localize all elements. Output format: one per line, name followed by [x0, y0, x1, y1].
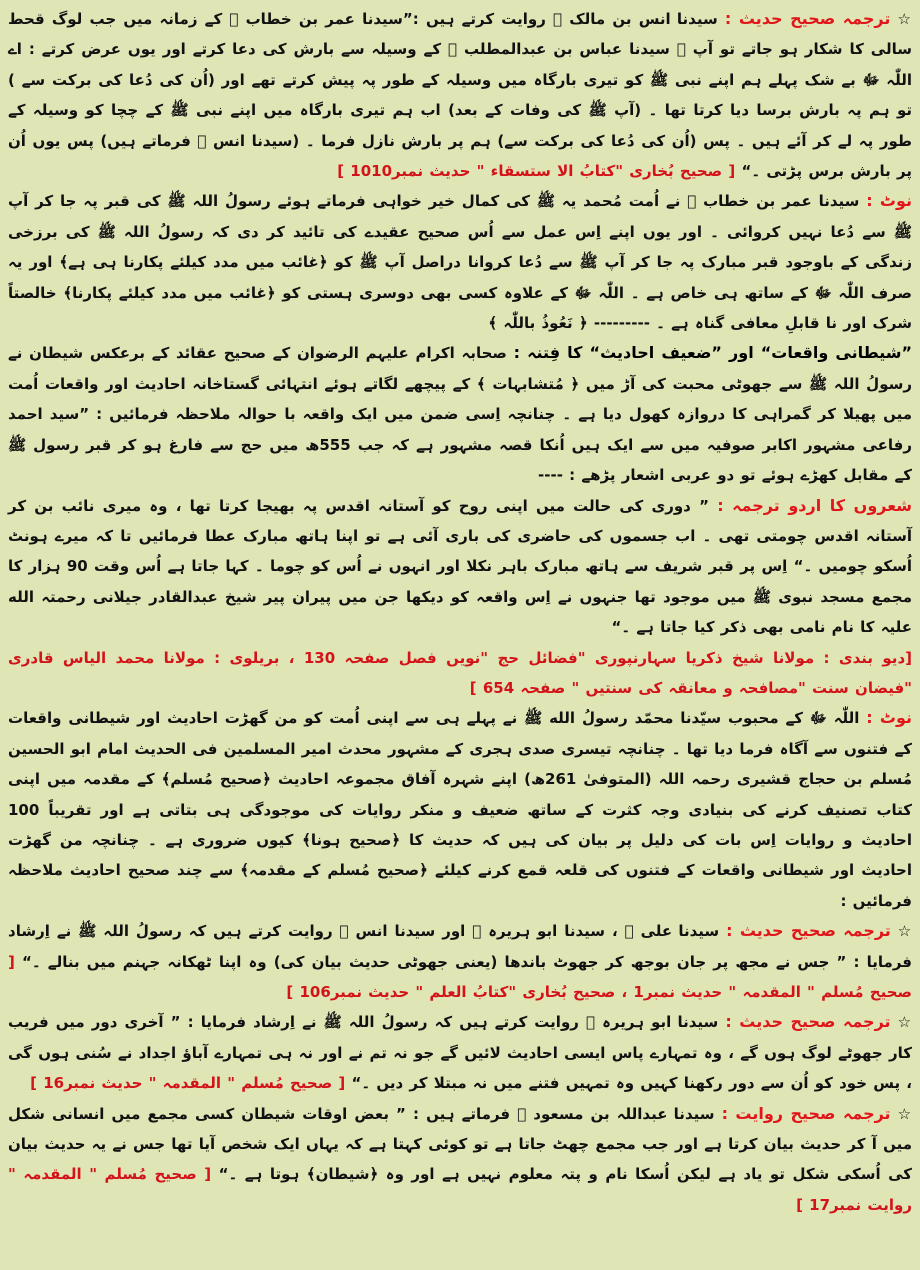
star-icon: ☆ — [897, 1104, 912, 1123]
paragraph-fitna — [8, 338, 912, 490]
paragraph-note-2 — [8, 703, 912, 916]
poem-label: شعروں کا اردو ترجمہ : — [717, 495, 912, 515]
riwayat-text: سیدنا عبداللہ بن مسعود ﷛ فرماتے ہیں : ” بعض اوقات شیطان کسی مجمع میں انسانی شکل میں آ کر حدیث بیان کرتا ہے اور جب مجمع چھٹ جاتا ہے تو کوئی کہتا ہے کہ یہاں ایک شخص آیا تھا جس نے یہ حدیث بیان کی اُسکی شکل تو یاد ہے لیکن اُسکا نام و پتہ معلوم نہیں ہے اور وہ ﴿شیطان﴾ ہوتا ہے ۔“ — [8, 1104, 913, 1184]
hadith-label: ترجمہ صحیح حدیث : — [726, 921, 891, 941]
star-icon: ☆ — [897, 922, 912, 941]
paragraph-poem-translation — [8, 491, 912, 643]
paragraph-riwayat — [8, 1099, 912, 1221]
paragraph-hadith-2 — [8, 916, 912, 1007]
book-reference: [دیو بندی : مولانا شیخ ذکریا سہارنپوری "فضائل حج "نویں فصل صفحہ 130 ، بریلوی : مولانا محمد الیاس قادری "فیضان سنت "مصافحہ و معانقہ کی سنتیں " صفحہ 654 ] — [8, 648, 912, 697]
star-icon: ☆ — [897, 1013, 912, 1032]
section-heading: ”شیطانی واقعات“ اور ”ضعیف احادیث“ کا فِتنہ : — [513, 343, 912, 363]
hadith-reference: [ صحیح مُسلم " المقدمہ " حدیث نمبر16 ] — [30, 1074, 346, 1093]
note-label: نوٹ : — [866, 708, 912, 728]
poem-text: ” دوری کی حالت میں اپنی روح کو آستانہ اقدس پہ بھیجا کرتا تھا ، وہ میری نائب بن کر آستانہ اقدس چومتی تھی ۔ اب جسموں کی حاضری کی باری آئی ہے تو اپنا ہاتھ مبارک عطا فرمائیں تا کہ میرے ہونٹ اُسکو چومیں ۔“ اِس پر قبر شریف سے ہاتھ مبارک باہر نکلا اور انہوں نے اُس کو چوما ۔ کہا جاتا ہے اُس وقت 90 ہزار کا مجمع مسجد نبوی ﷺ میں موجود تھا جنہوں نے اِس واقعہ کو دیکھا جن میں پیران پیر شیخ عبدالقادر جیلانی رحمتہ الله علیہ کا نام نامی بھی ذکر کیا جاتا ہے ۔“ — [8, 496, 912, 637]
paragraph-references — [8, 643, 912, 704]
riwayat-label: ترجمہ صحیح روایت : — [721, 1103, 891, 1123]
note-text: سیدنا عمر بن خطاب ﷛ نے اُمت مُحمد یہ ﷺ کی کمال خیر خواہی فرماتے ہوئے رسولُ اللہ ﷺ کی قبر پہ جا کر آپ ﷺ سے دُعا نہیں کروائی ۔ اور یوں اپنے اِس عمل سے اُس صحیح عقیدے کی تائید کر دی کہ رسولُ اللہ ﷺ کی برزخی زندگی کے باوجود قبر مبارک پہ جا کر آپ ﷺ سے دُعا کروانا دراصل آپ ﷺ کو ﴿غائب میں مدد کیلئے پکارنا ہی ہے﴾ اور یہ صرف اللّٰہ ﷻ کے ساتھ ہی خاص ہے ۔ اللّٰہ ﷻ کے علاوہ کسی بھی دوسری ہستی کو ﴿غائب میں مدد کیلئے پکارنا﴾ خالصتاً شرک اور نا قابلِ معافی گناہ ہے ۔ --------- ﴿ نَعُوذُ باللّٰہ ﴾ — [8, 192, 912, 333]
star-icon: ☆ — [897, 10, 912, 28]
note-text: اللّٰہ ﷻ کے محبوب سیّدنا محمّد رسولُ الله ﷺ نے پہلے ہی سے اپنی اُمت کو من گھڑت احادیث اور شیطانی واقعات کے فتنوں سے آگاہ فرما دیا تھا ۔ چنانچہ تیسری صدی ہجری کے مشہور محدث امیر المسلمین فی الحدیث امام ابو الحسین مُسلم بن حجاج قشیری رحمہ اللہ (المتوفیٰ 261ھ) اپنے شہرہ آفاق مجموعہ احادیث ﴿صحیح مُسلم﴾ کے مقدمہ میں اپنی کتاب تصنیف کرنے کی بنیادی وجہ کثرت کے ساتھ ضعیف و منکر روایات کی موجودگی ہی بتاتی ہے اور تقریباً 100 احادیث و روایات اِس بات کی دلیل پر بیان کی ہیں کہ حدیث کا ﴿صحیح ہونا﴾ کیوں ضروری ہے ۔ چنانچہ من گھڑت احادیث اور شیطانی واقعات کے فتنوں کی قلعہ قمع کرنے کیلئے ﴿صحیح مُسلم کے مقدمہ﴾ سے چند صحیح احادیث ملاحظہ فرمائیں : — [8, 709, 912, 910]
hadith-text: سیدنا انس بن مالک ﷛ روایت کرتے ہیں :”سیدنا عمر بن خطاب ﷛ کے زمانہ میں جب لوگ قحط سالی کا شکار ہو جاتے تو آپ ﷛ سیدنا عباس بن عبدالمطلب ﷛ کے وسیلہ سے بارش کی دعا کرتے اور یوں عرض کرتے : اے اللّٰہ ﷻ بے شک پہلے ہم اپنے نبی ﷺ کو تیری بارگاہ میں وسیلہ کے طور پہ پیش کرتے تھے اور (اُن کی دُعا کی برکت سے ) تو ہم پہ بارش برسا دیا کرتا تھا ۔ (آپ ﷺ کی وفات کے بعد) اب ہم تیری بارگاہ میں اپنے نبی ﷺ کے چچا کو وسیلہ کے طور پہ لے کر آئے ہیں ۔ پس (اُن کی دُعا کی برکت سے) ہم پر بارش نازل فرما ۔ (سیدنا انس ﷛ فرماتے ہیں) پس یوں اُن پر بارش برس پڑتی ۔“ — [8, 10, 912, 181]
hadith-reference: [ صحیح مُسلم " المقدمہ " حدیث نمبر1 ، صحیح بُخاری "کتابُ العلم " حدیث نمبر106 ] — [8, 952, 912, 1001]
hadith-label: ترجمہ صحیح حدیث : — [724, 9, 891, 28]
hadith-text: سیدنا ابو ہریرہ ﷛ روایت کرتے ہیں کہ رسولُ اللہ ﷺ نے اِرشاد فرمایا : ” آخری دور میں فریب کار جھوٹے لوگ ہوں گے ، وہ تمہارے پاس ایسی احادیث لائیں گے جو نہ تم نے اور نہ ہی تمہارے آباؤ اجداد نے سُنی ہوں گی ، پس خود کو اُن سے دور رکھنا کہیں وہ تمہیں فتنے میں نہ مبتلا کر دیں ۔“ — [8, 1013, 912, 1093]
hadith-reference: [ صحیح بُخاری "کتابُ الا ستسقاء " حدیث نمبر1010 ] — [337, 162, 736, 181]
section-text: صحابہ اکرام علیہم الرضوان کے صحیح عقائد کے برعکس شیطان نے رسولُ اللہ ﷺ سے جھوٹی محبت کی آڑ میں ﴿ مُتشابہات ﴾ کے پیچھے لگاتے ہوئے انتہائی گستاخانہ احادیث اور واقعات اُمت میں پھیلا کر گمراہی کا دروازہ کھول دیا ہے ۔ چنانچہ اِسی ضمن میں ایک واقعہ با حوالہ ملاحظہ فرمائیں : ”سید احمد رفاعی مشہور اکابر صوفیہ میں سے ایک ہیں اُنکا قصہ مشہور ہے کہ جب 555ھ میں حج سے فارغ ہو کر قبر رسول ﷺ کے مقابل کھڑے ہوئے تو دو عربی اشعار پڑھے : ---- — [8, 344, 912, 485]
paragraph-note-1 — [8, 186, 912, 338]
paragraph-hadith-3 — [8, 1007, 912, 1098]
paragraph-hadith-1 — [8, 4, 912, 186]
hadith-text: سیدنا علی ﷛ ، سیدنا ابو ہریرہ ﷛ اور سیدنا انس ﷛ روایت کرتے ہیں کہ رسولُ اللہ ﷺ نے اِرشاد فرمایا : ” جس نے مجھ پر جان بوجھ کر جھوٹ باندھا (یعنی جھوٹی حدیث بیان کی) وہ اپنا ٹھکانہ جہنم میں بنالے ۔“ — [8, 922, 912, 971]
hadith-label: ترجمہ صحیح حدیث : — [725, 1012, 891, 1032]
riwayat-reference: [ صحیح مُسلم " المقدمہ " روایت نمبر17 ] — [8, 1165, 912, 1214]
note-label: نوٹ : — [866, 191, 912, 211]
